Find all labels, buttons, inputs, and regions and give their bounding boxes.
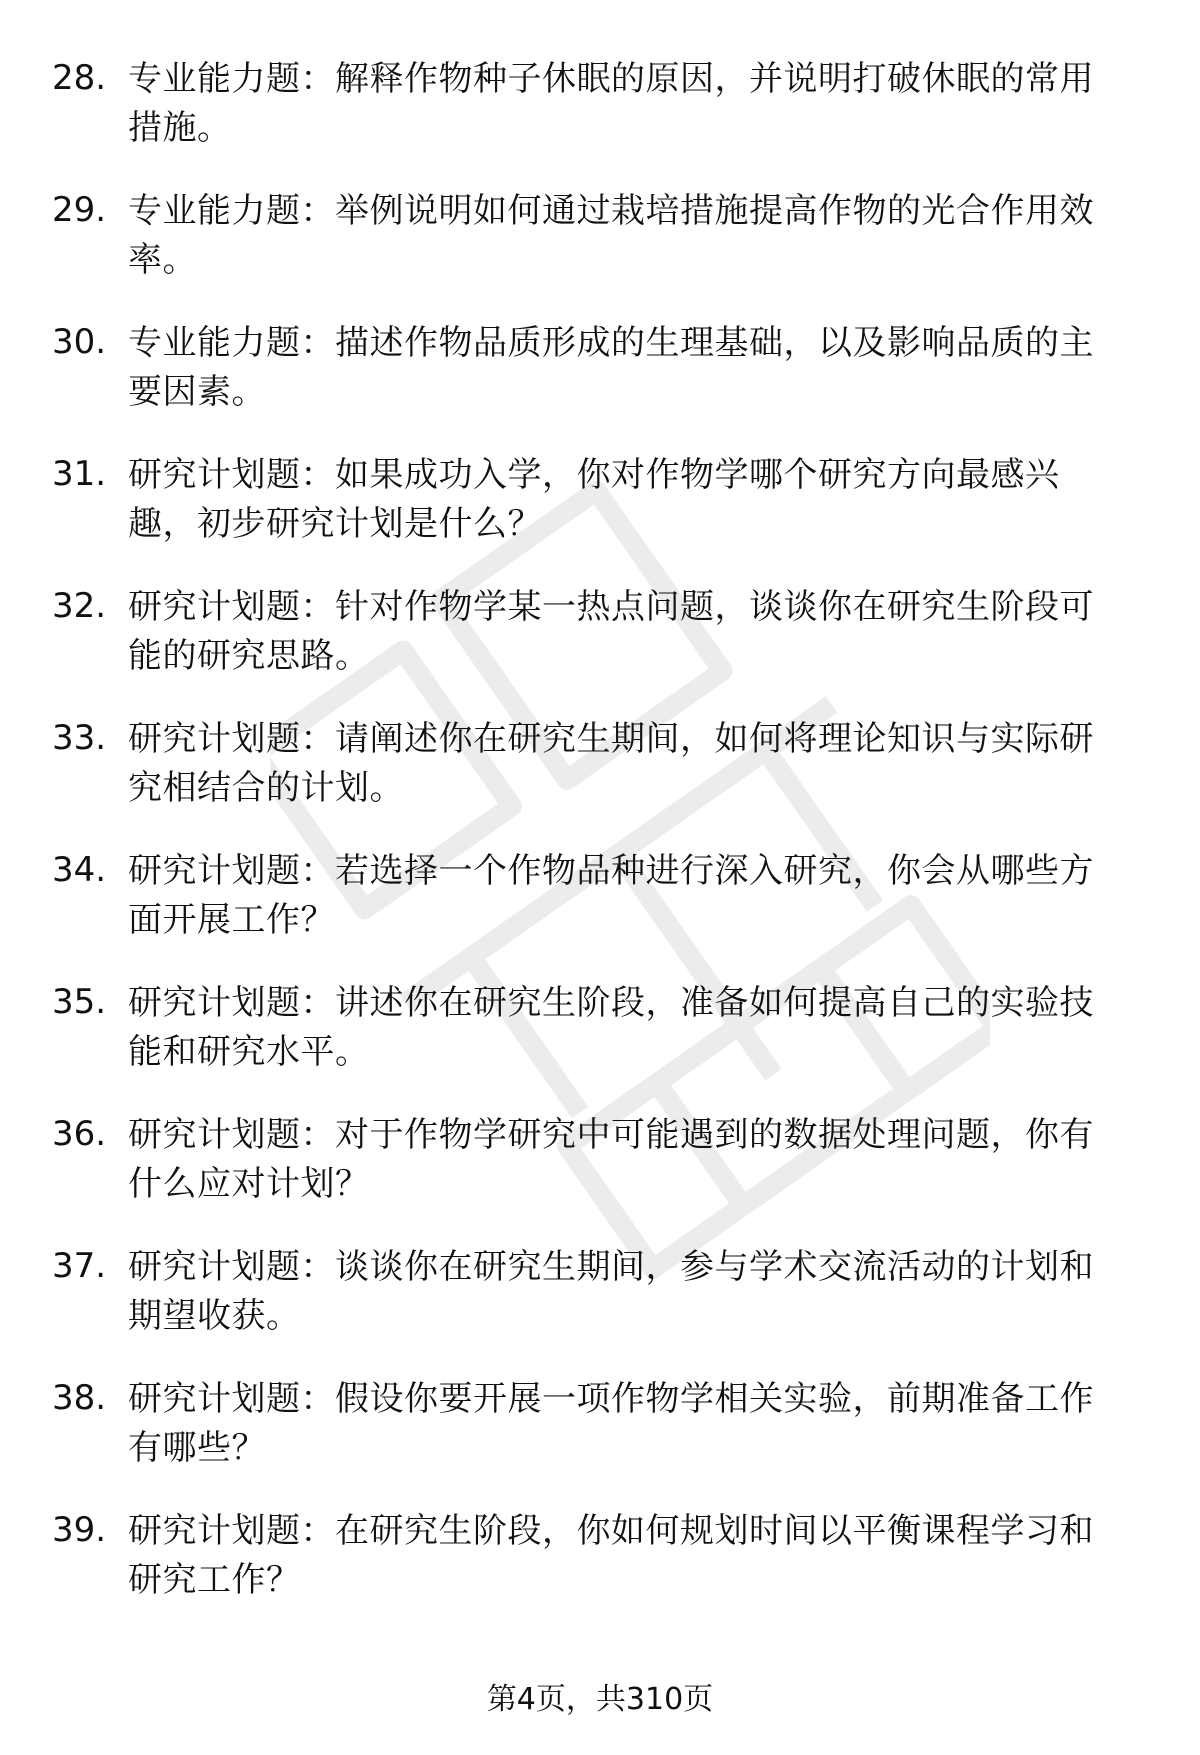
question-text-line: 研究工作？ [128, 1560, 301, 1600]
question-text-line: 有哪些？ [128, 1428, 266, 1468]
question-text [128, 979, 1138, 1077]
question-text-line: 研究计划题：请阐述你在研究生期间，如何将理论知识与实际研 [128, 719, 1094, 759]
question-item [0, 583, 1200, 715]
question-text-line: 要因素。 [128, 372, 266, 412]
question-text [128, 583, 1138, 681]
question-text-line: 能的研究思路。 [128, 636, 370, 676]
question-text-line: 趣，初步研究计划是什么？ [128, 504, 542, 544]
question-number: 31. [52, 454, 107, 494]
question-text [128, 1243, 1138, 1341]
question-item [0, 1111, 1200, 1243]
question-number: 35. [52, 982, 107, 1022]
question-text-line: 能和研究水平。 [128, 1032, 370, 1072]
question-text [128, 1507, 1138, 1605]
question-text-line: 研究计划题：假设你要开展一项作物学相关实验，前期准备工作 [128, 1379, 1094, 1419]
question-text-line: 面开展工作？ [128, 900, 335, 940]
question-number: 37. [52, 1246, 107, 1286]
page-number-footer: 第4页，共310页 [486, 1682, 714, 1717]
question-number: 29. [52, 190, 107, 230]
question-text [128, 319, 1138, 417]
question-text-line: 研究计划题：讲述你在研究生阶段，准备如何提高自己的实验技 [128, 983, 1094, 1023]
question-text [128, 715, 1138, 813]
question-item [0, 1507, 1200, 1639]
question-text-line: 专业能力题：描述作物品质形成的生理基础，以及影响品质的主 [128, 323, 1094, 363]
question-item [0, 319, 1200, 451]
question-text-line: 率。 [128, 240, 197, 280]
question-text [128, 847, 1138, 945]
question-item [0, 55, 1200, 187]
question-text-line: 期望收获。 [128, 1296, 301, 1336]
question-text [128, 451, 1138, 549]
question-text [128, 1375, 1138, 1473]
question-item [0, 451, 1200, 583]
question-item [0, 187, 1200, 319]
question-item [0, 1243, 1200, 1375]
question-text-line: 研究计划题：如果成功入学，你对作物学哪个研究方向最感兴 [128, 455, 1060, 495]
question-text [128, 1111, 1138, 1209]
question-number: 30. [52, 322, 107, 362]
question-item [0, 847, 1200, 979]
question-number: 33. [52, 718, 107, 758]
question-item [0, 1375, 1200, 1507]
question-text-line: 研究计划题：在研究生阶段，你如何规划时间以平衡课程学习和 [128, 1511, 1094, 1551]
question-number: 39. [52, 1510, 107, 1550]
question-list [0, 55, 1200, 1639]
question-item [0, 715, 1200, 847]
question-text-line: 专业能力题：解释作物种子休眠的原因，并说明打破休眠的常用 [128, 59, 1094, 99]
question-number: 32. [52, 586, 107, 626]
question-text-line: 研究计划题：针对作物学某一热点问题，谈谈你在研究生阶段可 [128, 587, 1094, 627]
question-number: 36. [52, 1114, 107, 1154]
question-text-line: 什么应对计划？ [128, 1164, 370, 1204]
question-text [128, 187, 1138, 285]
question-text-line: 研究计划题：若选择一个作物品种进行深入研究，你会从哪些方 [128, 851, 1094, 891]
question-item [0, 979, 1200, 1111]
question-text-line: 专业能力题：举例说明如何通过栽培措施提高作物的光合作用效 [128, 191, 1094, 231]
question-text-line: 究相结合的计划。 [128, 768, 404, 808]
question-number: 34. [52, 850, 107, 890]
question-text-line: 研究计划题：谈谈你在研究生期间，参与学术交流活动的计划和 [128, 1247, 1094, 1287]
question-number: 28. [52, 58, 107, 98]
question-text-line: 措施。 [128, 108, 232, 148]
question-text [128, 55, 1138, 153]
question-text-line: 研究计划题：对于作物学研究中可能遇到的数据处理问题，你有 [128, 1115, 1094, 1155]
question-number: 38. [52, 1378, 107, 1418]
